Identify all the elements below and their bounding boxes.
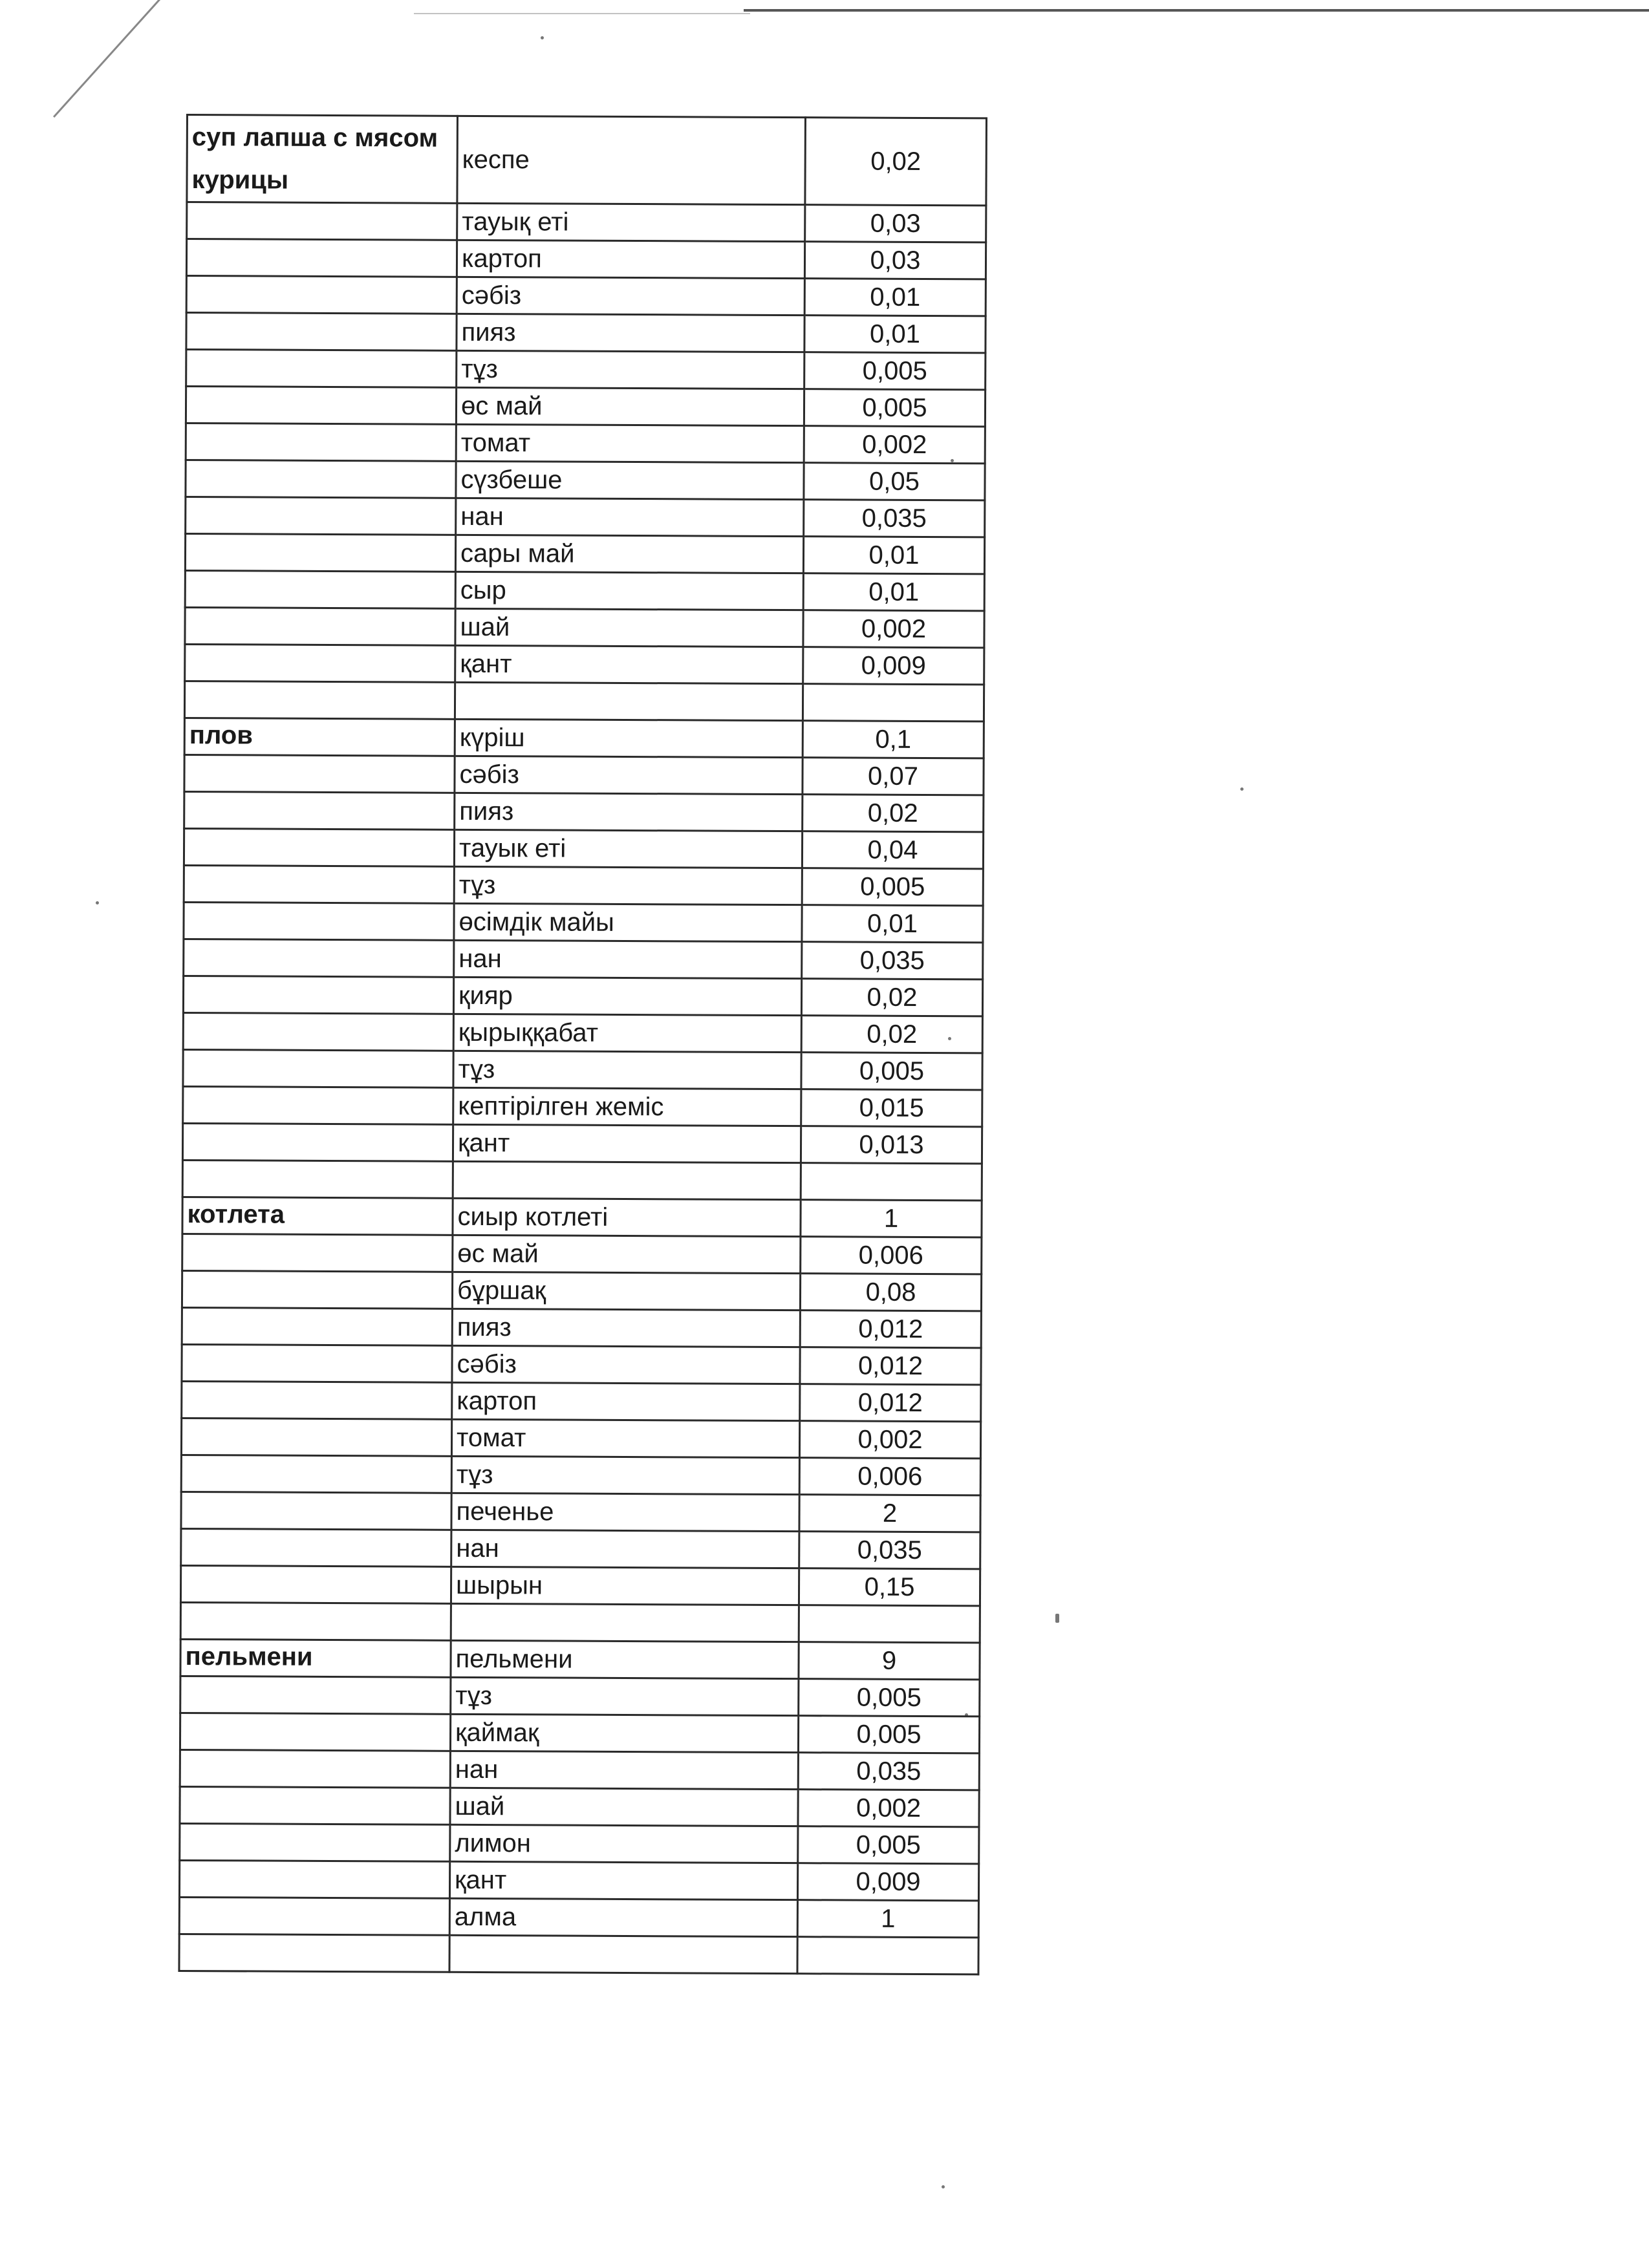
quantity-cell: 0,005	[798, 1716, 979, 1753]
dish-name-cell	[179, 1860, 449, 1898]
scan-speck	[942, 2185, 945, 2188]
ingredient-cell: тұз	[454, 866, 802, 904]
quantity-cell: 0,07	[803, 758, 984, 795]
dish-name-cell	[187, 202, 457, 241]
quantity-cell: 0,035	[802, 942, 983, 979]
ingredient-cell: сәбіз	[457, 277, 804, 315]
table-row	[184, 828, 983, 868]
table-row	[183, 1049, 982, 1089]
dish-name-cell	[183, 1086, 453, 1124]
table-row	[186, 423, 985, 464]
quantity-cell: 0,01	[803, 537, 984, 574]
ingredient-cell: бұршақ	[452, 1272, 800, 1310]
ingredient-cell: шай	[450, 1788, 798, 1826]
quantity-cell: 0,01	[804, 316, 986, 353]
table-row	[181, 1455, 980, 1495]
table-row	[185, 570, 984, 610]
quantity-cell: 0,02	[803, 795, 984, 832]
table-row	[183, 1086, 982, 1126]
table-row	[185, 644, 984, 684]
dish-name-cell: плов	[184, 718, 455, 756]
quantity-cell: 0,035	[798, 1753, 979, 1790]
table-row	[179, 1897, 978, 1937]
dish-name-cell	[185, 607, 455, 645]
quantity-cell: 0,08	[800, 1274, 981, 1311]
ingredient-cell: пияз	[457, 314, 804, 352]
quantity-cell: 0,04	[802, 831, 983, 869]
ingredient-cell: кептірілген жеміс	[453, 1087, 801, 1126]
table-row	[183, 1012, 982, 1053]
dish-name-cell	[180, 1565, 451, 1603]
quantity-cell: 0,035	[804, 500, 985, 537]
ingredient-cell: күріш	[455, 719, 803, 757]
ingredient-cell: тауық еті	[457, 203, 805, 241]
scan-speck	[96, 901, 99, 904]
table-row	[180, 1823, 979, 1863]
quantity-cell: 0,005	[801, 1053, 982, 1090]
dish-name-cell	[186, 239, 457, 277]
ingredient-cell: сиыр котлеті	[453, 1198, 801, 1236]
scan-speck	[1055, 1614, 1059, 1623]
quantity-cell: 0,005	[802, 868, 983, 906]
ingredients-table	[178, 114, 987, 1975]
quantity-cell: 0,009	[803, 647, 984, 685]
dish-name-cell	[184, 865, 454, 903]
empty-row	[182, 1160, 982, 1200]
dish-name-cell	[183, 1049, 453, 1087]
dish-name-cell	[181, 1455, 451, 1493]
dish-name-cell	[184, 754, 455, 793]
ingredient-cell: алма	[449, 1898, 797, 1936]
dish-name-cell	[182, 1270, 452, 1309]
ingredient-cell: тауык еті	[454, 829, 802, 868]
table-row	[184, 718, 984, 758]
table-row	[180, 1786, 979, 1826]
ingredient-cell: нан	[450, 1751, 798, 1789]
dish-name-cell	[180, 1676, 451, 1714]
ingredient-cell: картоп	[452, 1382, 800, 1420]
ingredient-cell: қырыққабат	[453, 1014, 801, 1052]
table-row	[186, 239, 986, 279]
dish-name-cell: пельмени	[180, 1639, 451, 1677]
table-row	[182, 1123, 982, 1163]
dish-name-cell	[186, 276, 457, 314]
scan-speck	[1240, 787, 1244, 791]
dish-name-cell	[179, 1897, 449, 1935]
quantity-cell: 0,006	[799, 1458, 980, 1495]
dish-name-cell	[182, 1123, 453, 1161]
table-row	[184, 754, 984, 795]
ingredient-cell: сәбіз	[455, 756, 803, 794]
ingredient-cell: қаймақ	[450, 1714, 798, 1752]
quantity-cell: 0,012	[800, 1311, 981, 1348]
ingredient-cell: нан	[456, 498, 804, 536]
quantity-cell: 0,01	[804, 279, 986, 316]
table-row	[185, 534, 984, 574]
table-row	[180, 1565, 980, 1605]
ingredient-cell: қант	[449, 1861, 797, 1899]
quantity-cell: 0,002	[803, 610, 984, 648]
table-row	[186, 497, 985, 537]
ingredient-cell: сәбіз	[452, 1345, 800, 1384]
ingredient-cell: шырын	[451, 1567, 799, 1605]
scan-speck	[541, 36, 544, 39]
dish-name-cell	[186, 313, 457, 351]
table-row	[186, 460, 985, 500]
table-row	[182, 1234, 982, 1274]
ingredient-cell: печенье	[451, 1493, 799, 1531]
quantity-cell: 0,01	[803, 573, 984, 611]
table-row	[180, 1749, 979, 1790]
quantity-cell: 0,005	[798, 1826, 979, 1864]
quantity-cell: 0,002	[804, 426, 985, 464]
dish-name-cell	[183, 976, 453, 1014]
ingredient-cell: сүзбеше	[456, 461, 804, 499]
dish-name-cell	[182, 1381, 452, 1419]
empty-row	[179, 1934, 978, 1974]
ingredient-cell: қияр	[453, 977, 801, 1015]
dish-name-cell	[180, 1823, 450, 1861]
table-row	[187, 202, 986, 242]
table-row	[186, 387, 985, 427]
ingredient-cell: томат	[451, 1419, 799, 1457]
scan-edge-line	[744, 9, 1649, 12]
quantity-cell: 0,013	[801, 1126, 982, 1164]
table-row	[185, 607, 984, 647]
dish-name-cell	[184, 791, 455, 829]
ingredient-cell: нан	[451, 1530, 799, 1568]
table-row	[180, 1639, 980, 1679]
dish-name-cell	[185, 534, 455, 572]
dish-name-cell	[186, 423, 456, 462]
quantity-cell: 1	[801, 1200, 982, 1237]
table-row	[182, 1344, 981, 1384]
dish-name-cell	[186, 350, 457, 388]
dish-name-cell	[185, 644, 455, 682]
dish-name-cell	[185, 570, 455, 608]
ingredient-cell: пияз	[455, 793, 803, 831]
ingredient-cell: өс май	[456, 387, 804, 425]
ingredient-sheet	[178, 114, 986, 1975]
quantity-cell: 0,02	[801, 979, 982, 1016]
ingredient-cell: пельмени	[451, 1640, 799, 1678]
table-row	[184, 791, 984, 831]
dish-name-cell	[183, 1012, 453, 1051]
dish-name-cell	[182, 1344, 452, 1382]
scan-edge-line	[414, 13, 750, 14]
quantity-cell: 0,01	[802, 905, 983, 943]
quantity-cell: 0,002	[798, 1790, 979, 1827]
ingredient-cell: өсімдік майы	[454, 903, 802, 941]
dish-name-cell	[181, 1528, 451, 1567]
dish-name-cell	[184, 902, 454, 940]
dish-name-cell	[184, 828, 454, 866]
table-row	[186, 350, 986, 390]
table-row	[187, 115, 987, 206]
ingredient-cell: сыр	[455, 572, 803, 610]
dish-name-cell	[180, 1713, 450, 1751]
quantity-cell: 0,05	[804, 463, 985, 500]
table-row	[182, 1307, 981, 1347]
table-row	[181, 1418, 980, 1458]
quantity-cell: 0,006	[801, 1237, 982, 1274]
ingredient-cell: тұз	[457, 350, 804, 389]
dish-name-cell	[186, 387, 456, 425]
table-row	[182, 1197, 982, 1237]
table-row	[182, 1381, 981, 1421]
ingredient-cell: қант	[453, 1124, 801, 1162]
table-row	[184, 865, 983, 905]
dish-name-cell	[186, 497, 456, 535]
empty-row	[184, 681, 984, 721]
dish-name-cell	[184, 939, 454, 977]
ingredient-cell: кеспе	[457, 116, 806, 204]
table-row	[181, 1492, 980, 1532]
quantity-cell: 0,02	[801, 1016, 982, 1053]
ingredient-cell: шай	[455, 608, 803, 647]
quantity-cell: 0,035	[799, 1532, 980, 1569]
quantity-cell: 0,1	[803, 721, 984, 758]
table-row	[181, 1528, 980, 1568]
quantity-cell: 2	[799, 1495, 980, 1532]
quantity-cell: 0,03	[805, 205, 986, 242]
ingredient-cell: қант	[455, 645, 803, 683]
table-row	[184, 939, 983, 979]
quantity-cell: 0,015	[801, 1089, 982, 1127]
quantity-cell: 9	[799, 1642, 980, 1680]
table-row	[183, 976, 982, 1016]
quantity-cell: 0,005	[799, 1679, 980, 1717]
quantity-cell: 0,012	[800, 1384, 981, 1422]
ingredient-cell: нан	[454, 940, 802, 978]
dish-name-cell	[181, 1418, 451, 1456]
ingredient-cell: сары май	[455, 535, 803, 573]
dish-name-cell	[182, 1307, 452, 1345]
dish-name-cell	[186, 460, 456, 498]
table-row	[179, 1860, 978, 1900]
table-row	[186, 276, 986, 316]
table-row	[186, 313, 986, 353]
ingredient-cell: тұз	[451, 1677, 799, 1715]
dish-name-cell	[181, 1492, 451, 1530]
ingredient-cell: өс май	[453, 1235, 801, 1273]
dish-name-cell: котлета	[182, 1197, 453, 1235]
ingredient-cell: тұз	[451, 1456, 799, 1494]
dish-name-cell	[182, 1234, 453, 1272]
quantity-cell: 0,012	[800, 1347, 981, 1385]
quantity-cell: 0,02	[805, 118, 987, 206]
ingredient-cell: картоп	[457, 240, 804, 278]
ingredient-cell: томат	[456, 424, 804, 462]
ingredient-cell: пияз	[452, 1309, 800, 1347]
quantity-cell: 1	[797, 1900, 978, 1938]
ingredient-cell: лимон	[450, 1824, 798, 1863]
quantity-cell: 0,002	[799, 1421, 980, 1459]
quantity-cell: 0,15	[799, 1568, 980, 1606]
table-row	[182, 1270, 981, 1311]
ingredient-cell: тұз	[453, 1051, 801, 1089]
quantity-cell: 0,005	[804, 352, 986, 390]
table-row	[184, 902, 983, 942]
dish-name-cell: суп лапша с мясом курицы	[187, 115, 458, 204]
dish-name-cell	[180, 1749, 450, 1788]
table-row	[180, 1713, 979, 1753]
quantity-cell: 0,005	[804, 389, 985, 427]
quantity-cell: 0,009	[797, 1863, 978, 1901]
dish-name-cell	[180, 1786, 450, 1824]
empty-row	[180, 1602, 980, 1642]
quantity-cell: 0,03	[804, 242, 986, 279]
scan-fold-line	[53, 0, 223, 118]
table-row	[180, 1676, 980, 1716]
